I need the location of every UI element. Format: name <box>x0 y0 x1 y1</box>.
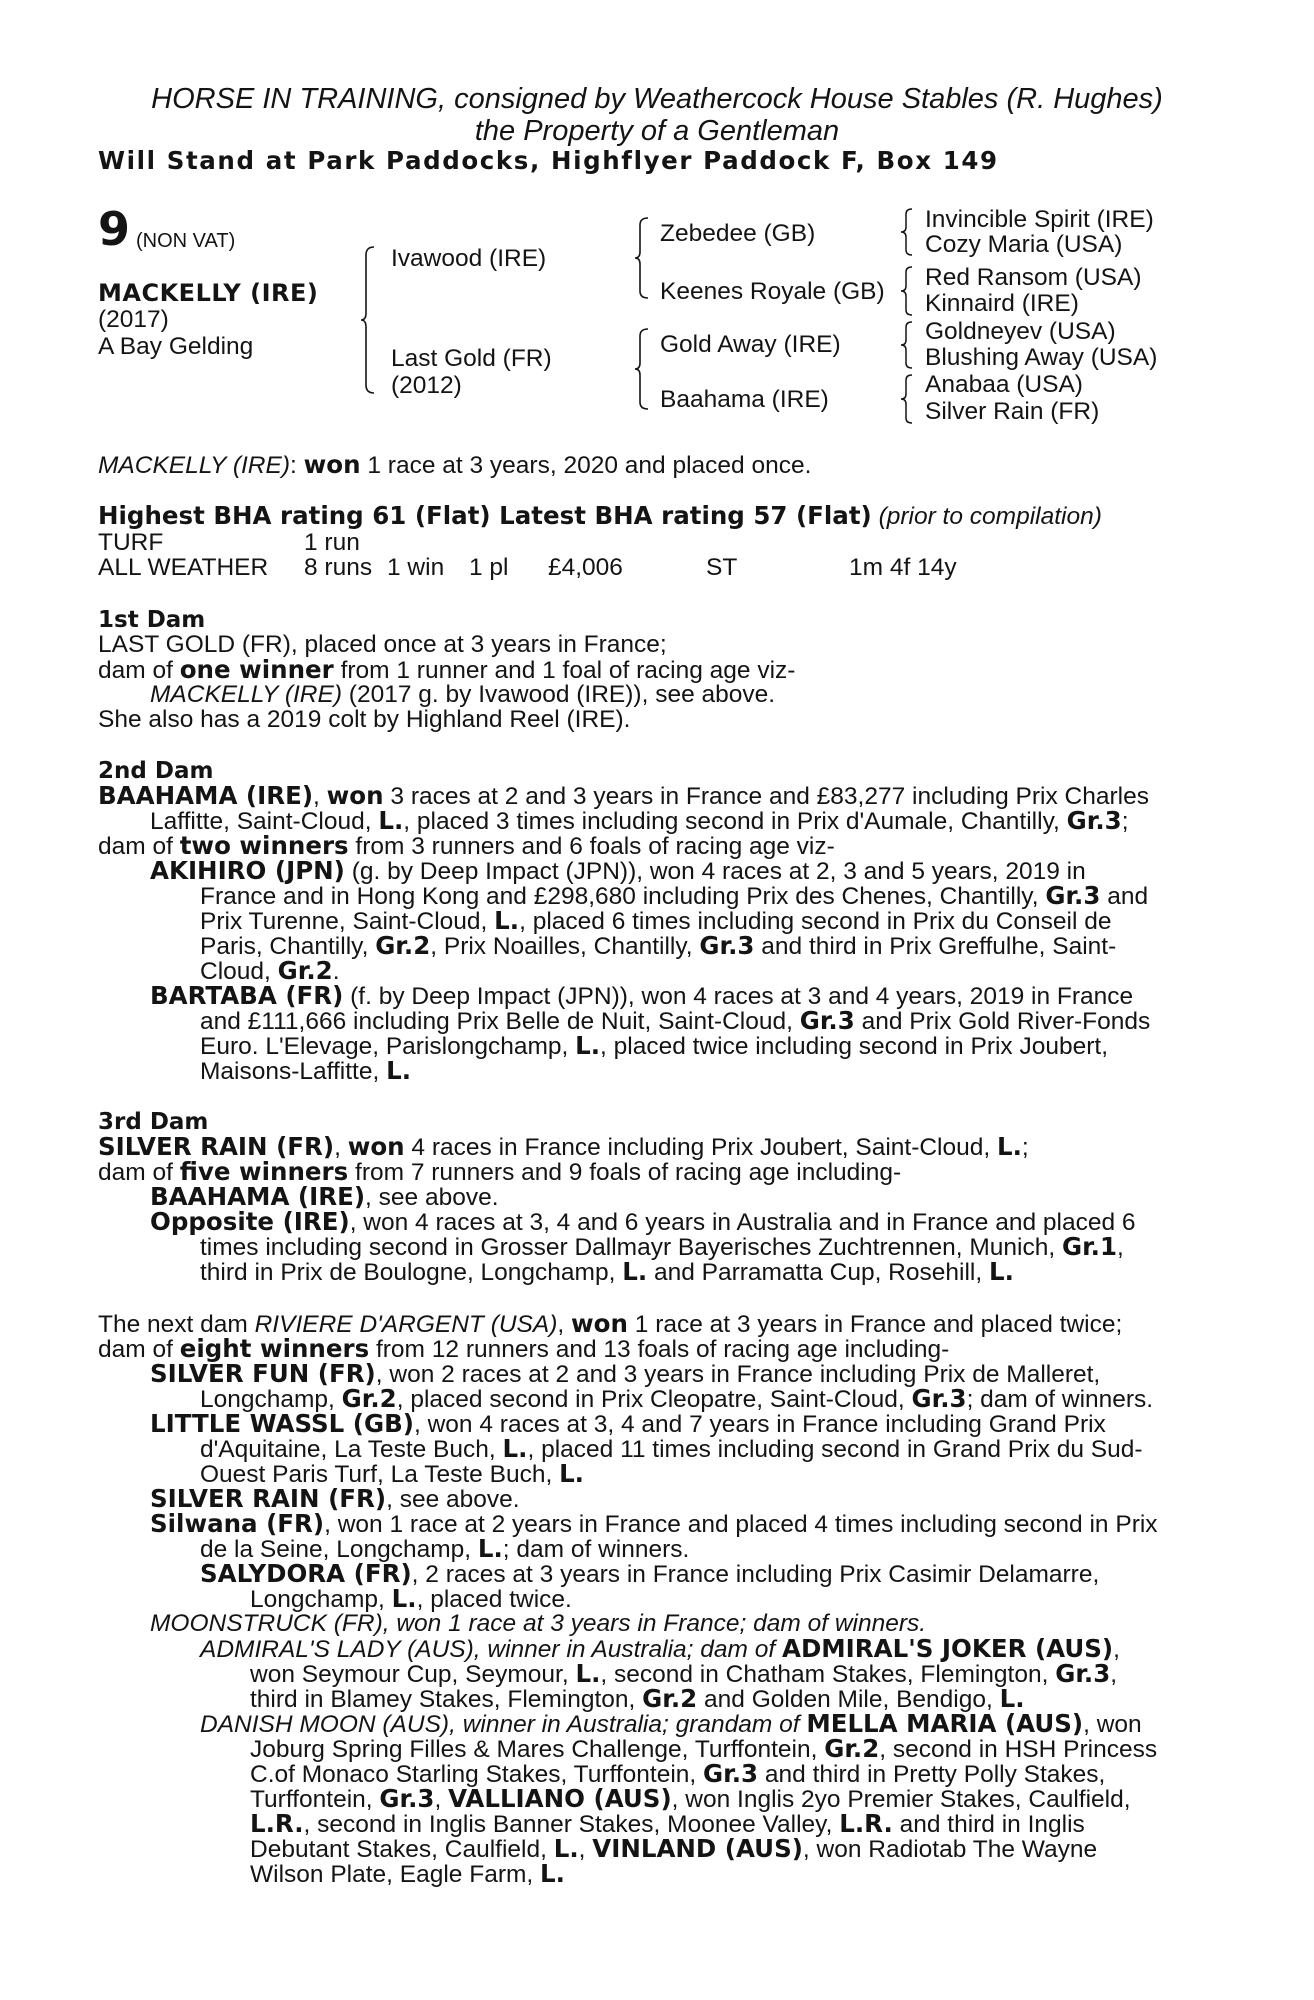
pedigree-brace-6 <box>900 320 916 370</box>
second-dam-line: Paris, Chantilly, Gr.2, Prix Noailles, Chantilly, Gr.3 and third in Prix Greffulhe, Saint- <box>200 931 1117 960</box>
pedigree-dam: Last Gold (FR) <box>391 345 552 372</box>
next-dam-line: Silwana (FR), won 1 race at 2 years in France and placed 4 times including second in Prix <box>150 1509 1158 1538</box>
next-dam-line: Wilson Plate, Eagle Farm, L. <box>250 1859 565 1888</box>
pedigree-g8: Silver Rain (FR) <box>925 398 1100 425</box>
pedigree-brace-7 <box>900 373 916 425</box>
foaling-year: (2017) <box>98 306 169 333</box>
second-dam-heading: 2nd Dam <box>98 758 214 784</box>
first-dam-line: She also has a 2019 colt by Highland Reel (IRE). <box>98 706 631 733</box>
record-aw-surface: ALL WEATHER <box>98 554 269 581</box>
next-dam-line: DANISH MOON (AUS), winner in Australia; grandam of MELLA MARIA (AUS), won <box>200 1709 1142 1738</box>
next-dam-line: SILVER RAIN (FR), see above. <box>150 1484 520 1513</box>
second-dam-line: and £111,666 including Prix Belle de Nuit, Saint-Cloud, Gr.3 and Prix Gold River-Fonds <box>200 1006 1151 1035</box>
second-dam-line: France and in Hong Kong and £298,680 including Prix des Chenes, Chantilly, Gr.3 and <box>200 881 1149 910</box>
record-aw-distance: 1m 4f 14y <box>849 554 957 581</box>
stand-location: Will Stand at Park Paddocks, Highflyer Paddock F, Box 149 <box>98 146 999 175</box>
pedigree-brace-1 <box>360 245 380 395</box>
pedigree-g5: Goldneyev (USA) <box>925 318 1116 345</box>
next-dam-line: Longchamp, L., placed twice. <box>250 1584 572 1613</box>
third-dam-line: third in Prix de Boulogne, Longchamp, L. and Parramatta Cup, Rosehill, L. <box>200 1257 1014 1286</box>
pedigree-dam-dam: Baahama (IRE) <box>660 386 829 413</box>
next-dam-line: LITTLE WASSL (GB), won 4 races at 3, 4 and 7 years in France including Grand Prix <box>150 1409 1106 1438</box>
record-aw-wins: 1 win <box>387 554 445 581</box>
lot-number: 9 <box>98 202 131 256</box>
next-dam-line: SALYDORA (FR), 2 races at 3 years in France including Prix Casimir Delamarre, <box>200 1559 1100 1588</box>
pedigree-sire: Ivawood (IRE) <box>391 245 547 272</box>
record-aw-going: ST <box>706 554 738 581</box>
record-aw-prize: £4,006 <box>548 554 623 581</box>
pedigree-g3: Red Ransom (USA) <box>925 264 1142 291</box>
second-dam-line: Cloud, Gr.2. <box>200 956 340 985</box>
next-dam-line: Debutant Stakes, Caulfield, L., VINLAND (AUS), won Radiotab The Wayne <box>250 1834 1098 1863</box>
race-summary: MACKELLY (IRE): won 1 race at 3 years, 2020 and placed once. <box>98 450 812 479</box>
next-dam-line: The next dam RIVIERE D'ARGENT (USA), won 1 race at 3 years in France and placed twice; <box>98 1309 1123 1338</box>
second-dam-line: Maisons-Laffitte, L. <box>200 1056 412 1085</box>
next-dam-line: Longchamp, Gr.2, placed second in Prix Cleopatre, Saint-Cloud, Gr.3; dam of winners. <box>200 1384 1154 1413</box>
next-dam-line: Ouest Paris Turf, La Teste Buch, L. <box>200 1459 584 1488</box>
pedigree-dam-year: (2012) <box>391 372 462 399</box>
second-dam-line: Laffitte, Saint-Cloud, L., placed 3 times including second in Prix d'Aumale, Chantilly, Gr.3; <box>150 806 1129 835</box>
third-dam-line: times including second in Grosser Dallmayr Bayerisches Zuchtrennen, Munich, Gr.1, <box>200 1232 1124 1261</box>
second-dam-line: dam of two winners from 3 runners and 6 foals of racing age viz- <box>98 831 835 860</box>
third-dam-line: BAAHAMA (IRE), see above. <box>150 1182 499 1211</box>
third-dam-heading: 3rd Dam <box>98 1109 209 1135</box>
pedigree-g6: Blushing Away (USA) <box>925 344 1158 371</box>
next-dam-line: third in Blamey Stakes, Flemington, Gr.2 and Golden Mile, Bendigo, L. <box>250 1684 1025 1713</box>
second-dam-line: BAAHAMA (IRE), won 3 races at 2 and 3 years in France and £83,277 including Prix Charles <box>98 781 1149 810</box>
pedigree-sire-dam: Keenes Royale (GB) <box>660 278 885 305</box>
next-dam-line: MOONSTRUCK (FR), won 1 race at 3 years in France; dam of winners. <box>150 1610 927 1637</box>
next-dam-line: Turffontein, Gr.3, VALLIANO (AUS), won Inglis 2yo Premier Stakes, Caulfield, <box>250 1784 1131 1813</box>
first-dam-line: dam of one winner from 1 runner and 1 foal of racing age viz- <box>98 655 796 684</box>
second-dam-line: AKIHIRO (JPN) (g. by Deep Impact (JPN)), won 4 races at 2, 3 and 5 years, 2019 in <box>150 856 1086 885</box>
pedigree-sire-sire: Zebedee (GB) <box>660 220 816 247</box>
second-dam-line: BARTABA (FR) (f. by Deep Impact (JPN)), won 4 races at 3 and 4 years, 2019 in France <box>150 981 1134 1010</box>
next-dam-line: Joburg Spring Filles & Mares Challenge, Turffontein, Gr.2, second in HSH Princess <box>250 1734 1158 1763</box>
pedigree-g2: Cozy Maria (USA) <box>925 231 1123 258</box>
next-dam-line: ADMIRAL'S LADY (AUS), winner in Australia; dam of ADMIRAL'S JOKER (AUS), <box>200 1634 1120 1663</box>
next-dam-line: de la Seine, Longchamp, L.; dam of winners. <box>200 1534 690 1563</box>
pedigree-brace-5 <box>900 265 916 317</box>
record-turf-surface: TURF <box>98 529 164 556</box>
pedigree-g7: Anabaa (USA) <box>925 371 1083 398</box>
pedigree-g1: Invincible Spirit (IRE) <box>925 206 1154 233</box>
consignor-line: HORSE IN TRAINING, consigned by Weathercock House Stables (R. Hughes) <box>151 83 1163 115</box>
first-dam-heading: 1st Dam <box>98 607 206 633</box>
third-dam-line: Opposite (IRE), won 4 races at 3, 4 and 6 years in Australia and in France and placed 6 <box>150 1207 1136 1236</box>
pedigree-g4: Kinnaird (IRE) <box>925 290 1079 317</box>
record-aw-places: 1 pl <box>469 554 509 581</box>
first-dam-line: LAST GOLD (FR), placed once at 3 years in France; <box>98 631 667 658</box>
third-dam-line: SILVER RAIN (FR), won 4 races in France including Prix Joubert, Saint-Cloud, L.; <box>98 1132 1029 1161</box>
pedigree-brace-3 <box>634 327 654 411</box>
record-aw-runs: 8 runs <box>304 554 373 581</box>
next-dam-line: SILVER FUN (FR), won 2 races at 2 and 3 years in France including Prix de Malleret, <box>150 1359 1101 1388</box>
next-dam-line: d'Aquitaine, La Teste Buch, L., placed 11 times including second in Grand Prix du Sud- <box>200 1434 1143 1463</box>
property-line: the Property of a Gentleman <box>474 115 840 147</box>
second-dam-line: Prix Turenne, Saint-Cloud, L., placed 6 times including second in Prix du Conseil de <box>200 906 1112 935</box>
second-dam-line: Euro. L'Elevage, Parislongchamp, L., placed twice including second in Prix Joubert, <box>200 1031 1108 1060</box>
bha-ratings: Highest BHA rating 61 (Flat) Latest BHA rating 57 (Flat) (prior to compilation) <box>98 501 1102 530</box>
next-dam-line: dam of eight winners from 12 runners and 13 foals of racing age including- <box>98 1334 950 1363</box>
record-turf-runs: 1 run <box>304 529 360 556</box>
pedigree-brace-4 <box>900 207 916 257</box>
horse-name: MACKELLY (IRE) <box>98 279 319 307</box>
pedigree-brace-2 <box>634 216 654 300</box>
next-dam-line: L.R., second in Inglis Banner Stakes, Moonee Valley, L.R. and third in Inglis <box>250 1809 1085 1838</box>
horse-description: A Bay Gelding <box>98 333 254 360</box>
pedigree-dam-sire: Gold Away (IRE) <box>660 331 841 358</box>
third-dam-line: dam of five winners from 7 runners and 9 foals of racing age including- <box>98 1157 902 1186</box>
vat-status: (NON VAT) <box>136 230 236 252</box>
next-dam-line: won Seymour Cup, Seymour, L., second in Chatham Stakes, Flemington, Gr.3, <box>250 1659 1118 1688</box>
next-dam-line: C.of Monaco Starling Stakes, Turffontein, Gr.3 and third in Pretty Polly Stakes, <box>250 1759 1106 1788</box>
first-dam-line: MACKELLY (IRE) (2017 g. by Ivawood (IRE)), see above. <box>150 681 776 708</box>
